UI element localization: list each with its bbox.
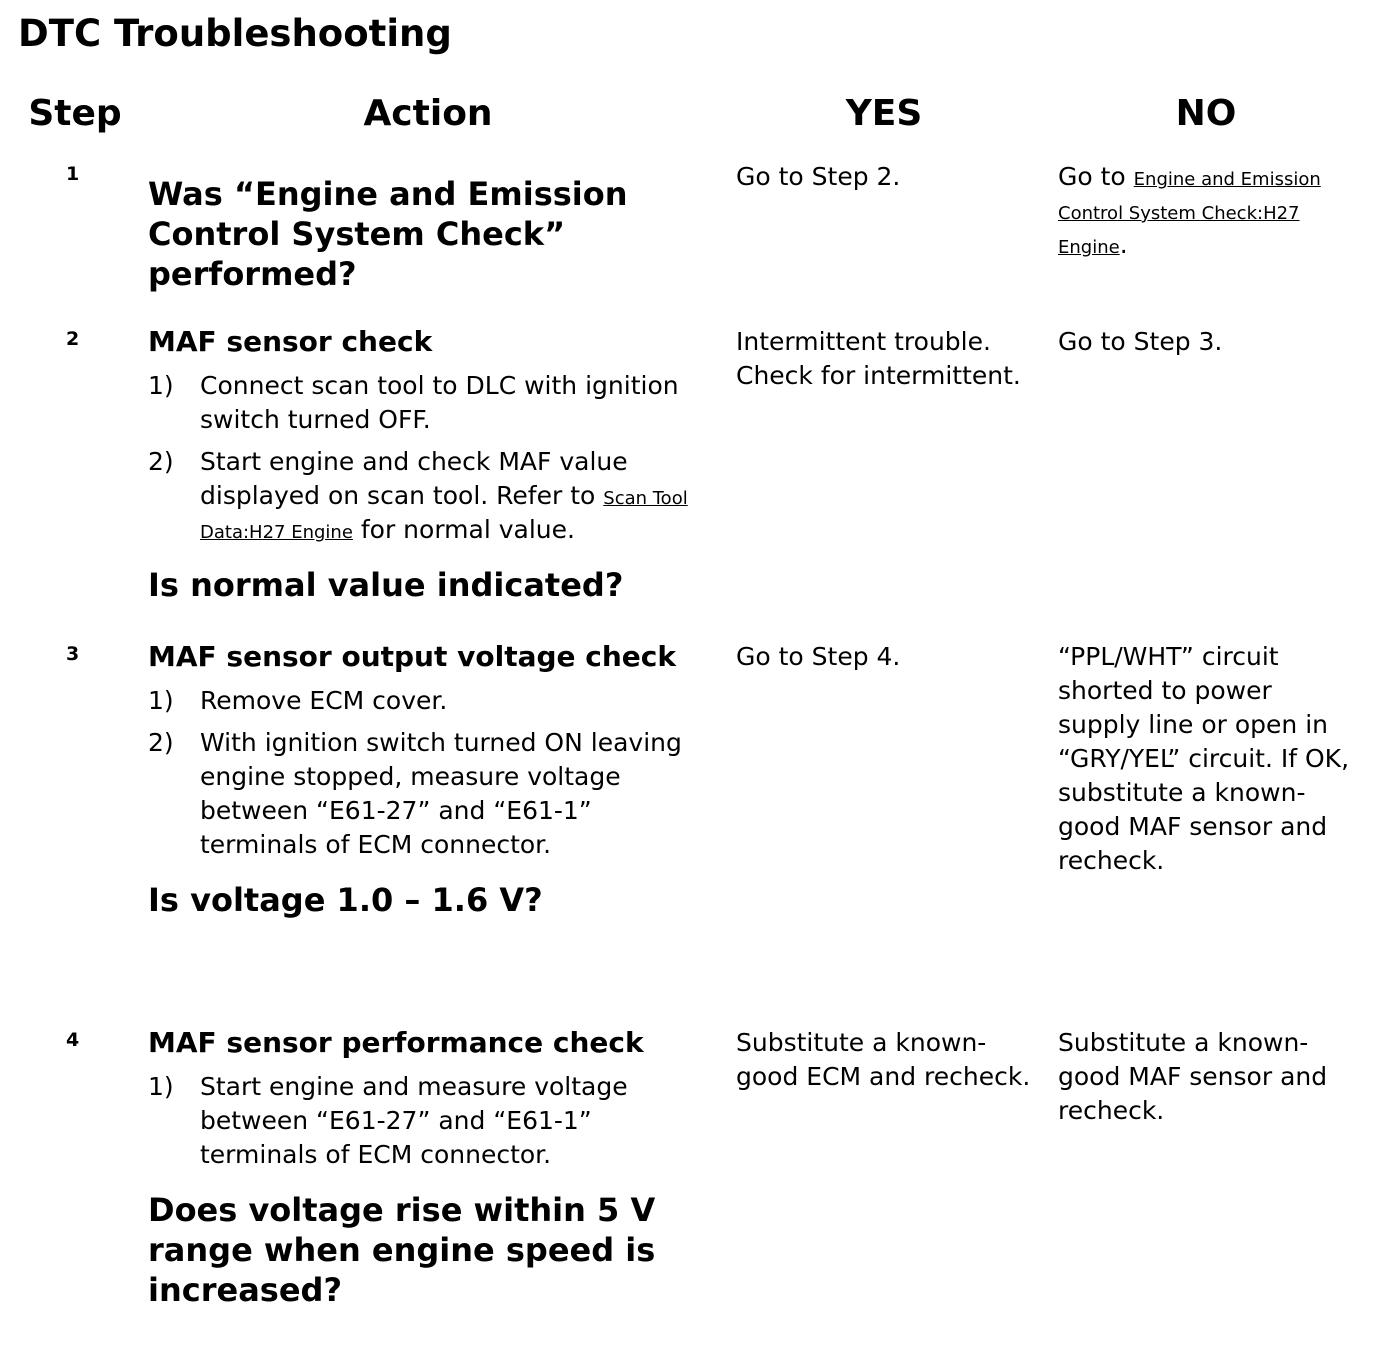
procedure-text: Connect scan tool to DLC with ignition switch turned OFF.	[200, 371, 679, 434]
column-header-no: NO	[1175, 93, 1237, 134]
column-header-step: Step	[28, 93, 122, 134]
procedure-number: 1)	[148, 1072, 174, 1101]
procedure-number: 2)	[148, 728, 174, 757]
step-number: 1	[66, 163, 80, 185]
action-cell	[148, 323, 713, 605]
procedure-list	[148, 684, 713, 862]
no-text-suffix: .	[1119, 230, 1128, 259]
procedure-text: With ignition switch turned ON leaving engine stopped, measure voltage between “E61-27” and “E61-1” terminals of ECM connector.	[200, 728, 682, 859]
no-cell: Go to Step 3.	[1058, 327, 1223, 356]
procedure-list	[148, 1070, 713, 1172]
no-cell: Substitute a known-good MAF sensor and recheck.	[1058, 1028, 1328, 1125]
step-question: Is voltage 1.0 – 1.6 V?	[148, 881, 543, 919]
step-question: Is normal value indicated?	[148, 566, 624, 604]
procedure-item	[148, 684, 713, 718]
procedure-number: 2)	[148, 447, 174, 476]
page-title: DTC Troubleshooting	[18, 12, 452, 55]
procedure-number: 1)	[148, 686, 174, 715]
engine-emission-check-link[interactable]: Engine and Emission Control System Check:H27 Engine	[1058, 169, 1321, 258]
column-header-yes: YES	[845, 93, 923, 134]
procedure-item	[148, 726, 713, 862]
scan-tool-data-link[interactable]: Scan Tool Data:H27 Engine	[200, 488, 688, 543]
yes-cell: Intermittent trouble. Check for intermittent.	[736, 327, 1021, 390]
procedure-item	[148, 445, 713, 547]
procedure-list	[148, 369, 713, 547]
step-question: Was “Engine and Emission Control System Check” performed?	[148, 175, 628, 293]
procedure-item	[148, 369, 713, 437]
procedure-text	[200, 445, 713, 547]
action-cell	[148, 174, 713, 294]
step-question: Does voltage rise within 5 V range when engine speed is increased?	[148, 1191, 656, 1309]
procedure-text: Remove ECM cover.	[200, 686, 448, 715]
no-text-prefix: Go to	[1058, 162, 1126, 191]
step-number: 4	[66, 1029, 80, 1051]
column-header-action: Action	[363, 93, 493, 134]
step-number: 3	[66, 643, 80, 665]
step-number: 2	[66, 328, 80, 350]
no-cell: “PPL/WHT” circuit shorted to power supply line or open in “GRY/YEL” circuit. If OK, substitute a known-good MAF sensor and recheck.	[1058, 642, 1350, 875]
step-heading: MAF sensor performance check	[148, 1026, 644, 1059]
procedure-text: Start engine and measure voltage between “E61-27” and “E61-1” terminals of ECM connector.	[200, 1072, 628, 1169]
procedure-item	[148, 1070, 713, 1172]
yes-cell: Go to Step 4.	[736, 642, 901, 671]
action-cell	[148, 638, 713, 920]
action-cell	[148, 1024, 713, 1310]
procedure-number: 1)	[148, 371, 174, 400]
yes-cell: Go to Step 2.	[736, 162, 901, 191]
step-heading: MAF sensor output voltage check	[148, 640, 677, 673]
no-cell	[1058, 160, 1358, 262]
step-heading: MAF sensor check	[148, 325, 433, 358]
procedure-text-before: Start engine and check MAF value displayed on scan tool. Refer to	[200, 447, 628, 510]
procedure-text-after: for normal value.	[360, 515, 575, 544]
yes-cell: Substitute a known-good ECM and recheck.	[736, 1028, 1031, 1091]
